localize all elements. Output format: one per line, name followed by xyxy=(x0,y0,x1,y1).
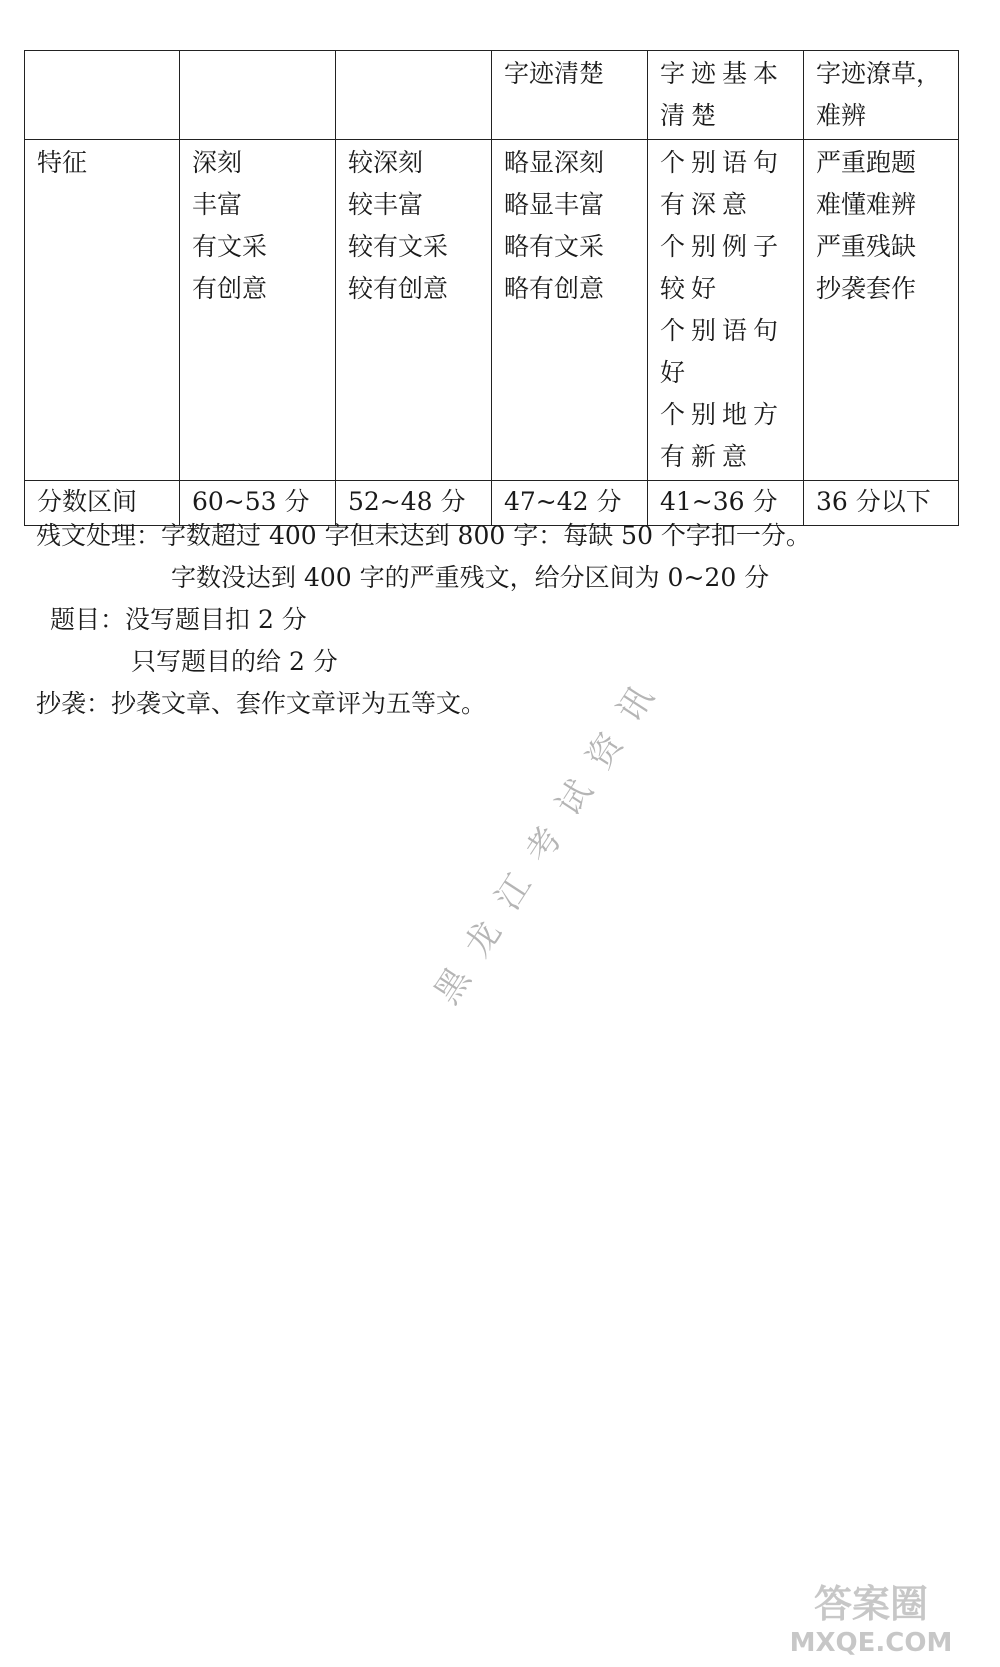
table-cell xyxy=(804,51,959,140)
cell-line: 严重跑题 xyxy=(816,148,917,177)
table-cell xyxy=(648,51,804,140)
watermark-text: 黑龙江考试资讯 xyxy=(426,660,674,1012)
cell-line: 略显深刻 xyxy=(503,148,604,177)
cell-line: 较深刻 xyxy=(347,148,423,177)
cell-line: 有创意 xyxy=(191,274,267,303)
cell-line: 深刻 xyxy=(191,148,242,177)
cell-text: 字迹清楚 xyxy=(503,59,604,88)
note-title-only: 只写题目的给 2 分 xyxy=(131,647,338,676)
table-cell xyxy=(335,51,491,140)
cell-line: 较丰富 xyxy=(347,190,423,219)
cell-line: 难懂难辨 xyxy=(816,190,917,219)
cell-line: 抄袭套作 xyxy=(816,274,917,303)
note-title-missing: 题目：没写题目扣 2 分 xyxy=(50,605,307,634)
note-severe-incomplete: 字数没达到 400 字的严重残文，给分区间为 0~20 分 xyxy=(171,563,770,592)
note-plagiarism: 抄袭：抄袭文章、套作文章评为五等文。 xyxy=(36,689,487,718)
score-range-cell: 60~53 分 xyxy=(179,481,335,526)
cell-text: 字迹基本清楚 xyxy=(660,59,785,130)
cell-line: 个别例子较好 xyxy=(660,232,785,303)
row-label-feature: 特征 xyxy=(25,140,180,481)
table-cell xyxy=(25,51,180,140)
cell-line: 个别语句有深意 xyxy=(660,148,785,219)
cell-line: 丰富 xyxy=(191,190,242,219)
score-range-cell: 36 分以下 xyxy=(804,481,959,526)
table-cell xyxy=(335,140,491,481)
table-cell xyxy=(804,140,959,481)
cell-line: 严重残缺 xyxy=(816,232,917,261)
logo-text-bottom: MXQE.COM xyxy=(789,1628,953,1657)
score-range-cell: 52~48 分 xyxy=(335,481,491,526)
table-cell xyxy=(179,51,335,140)
cell-text: 字迹潦草，难辨 xyxy=(816,59,942,130)
cell-line: 有文采 xyxy=(191,232,267,261)
cell-line: 较有创意 xyxy=(347,274,448,303)
score-range-cell: 41~36 分 xyxy=(648,481,804,526)
cell-line: 个别地方有新意 xyxy=(660,400,785,471)
table-cell xyxy=(648,140,804,481)
note-incomplete-essay: 残文处理：字数超过 400 字但未达到 800 字：每缺 50 个字扣一分。 xyxy=(36,521,811,550)
cell-line: 较有文采 xyxy=(347,232,448,261)
site-logo xyxy=(756,1573,986,1657)
cell-line: 略有创意 xyxy=(503,274,604,303)
table-cell xyxy=(491,51,647,140)
cell-line: 略显丰富 xyxy=(503,190,604,219)
grading-notes xyxy=(36,515,811,725)
cell-line: 略有文采 xyxy=(503,232,604,261)
grading-rubric-table xyxy=(24,50,959,526)
score-range-cell: 47~42 分 xyxy=(491,481,647,526)
logo-text-top: 答案圈 xyxy=(813,1582,929,1626)
table-row xyxy=(25,51,959,140)
row-label-score: 分数区间 xyxy=(25,481,180,526)
table-cell xyxy=(179,140,335,481)
table-cell xyxy=(491,140,647,481)
cell-line: 个别语句好 xyxy=(660,316,785,387)
table-row xyxy=(25,140,959,481)
